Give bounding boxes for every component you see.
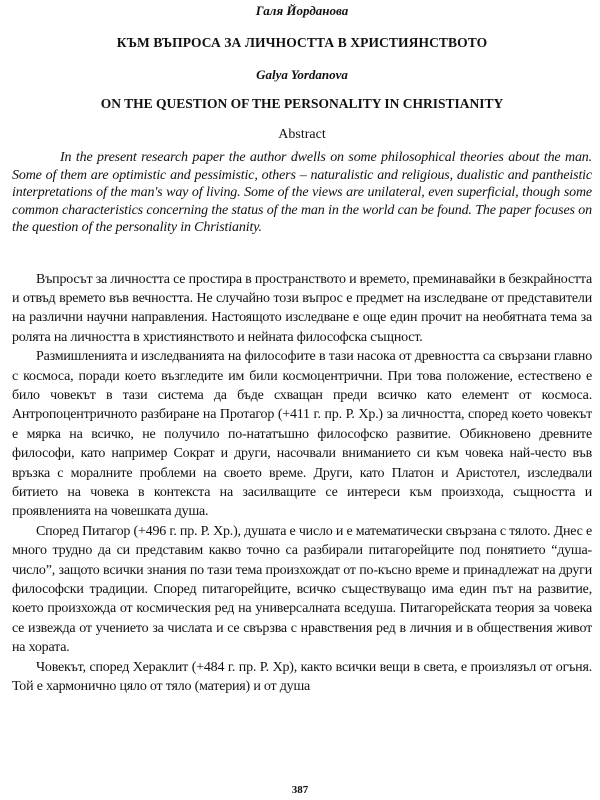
abstract-text: In the present research paper the author dwells on some philosophical theories about the man. Some of them are optimistic and pessimistic, others – naturalistic and religious, dualistic and pantheistic interpretations of the man's way of living. Some of the views are unilateral, even superficial, though some common characteristics concerning the status of the man in the world can be found. The paper focuses on the question of the personality in Christianity. (12, 150, 592, 235)
body-paragraph: Човекът, според Хераклит (+484 г. пр. Р. Хр), както всички вещи в света, е произлязъл от огъня. Той е хармонично цяло от тяло (материя) и от душа (12, 659, 592, 695)
body-paragraph: Въпросът за личността се простира в пространството и времето, преминавайки в безкрайността и отвъд времето във вечността. Не случайно този въпрос е предмет на изследване от представители на различни научни направления. Настоящото изследване е още един прочит на необятната тема за ролята на личността в християнството и нейната философска същност. (12, 271, 592, 345)
body-paragraph: Размишленията и изследванията на философите в тази насока от древността са свързани главно с космоса, поради което възгледите им били космоцентрични. При това положение, естествено е било човекът в тази система да бъде схващан преди всичко като елемент от космоса. Антропоцентричното разбиране на Протагор (+411 г. пр. Р. Хр.) за личността, според което човекът е мярка на всичко, не получило по-нататъшно философско развитие. Обикновено древните философи, като например Сократ и други, насочвали вниманието си към човека най-често във връзка с моралните проблеми на своето време. Други, като Платон и Аристотел, изследвали битието на човека в контекста на засилващите се интереси към произхода, същността и проявленията на човешката душа. (12, 349, 592, 520)
body-text (12, 270, 592, 697)
body-paragraph: Според Питагор (+496 г. пр. Р. Хр.), душата е число и е математически свързана с тялото. Днес е много трудно да си представим какво точно са разбирали питагорейците под понятието “душа-число”, защото всички знания по тази тема произхождат от по-късно време и принадлежат на други философски традиции. Според питагорейците, всичко съществуващо има един път на развитие, което произхожда от космическия ред на универсалната вседуша. Питагорейската теория за човека се извежда от учението за числата и се свързва с нравствения ред в личния и в обществения живот на хората. (12, 523, 592, 656)
page-number: 387 (291, 784, 309, 796)
author-name-english: Galya Yordanova (256, 67, 348, 82)
abstract-heading: Abstract (278, 127, 326, 142)
paper-title-english: ON THE QUESTION OF THE PERSONALITY IN CHRISTIANITY (100, 96, 504, 111)
paper-title-bulgarian: КЪМ ВЪПРОСА ЗА ЛИЧНОСТТА В ХРИСТИЯНСТВОТО (116, 35, 488, 50)
author-name-bulgarian: Галя Йорданова (255, 3, 349, 18)
